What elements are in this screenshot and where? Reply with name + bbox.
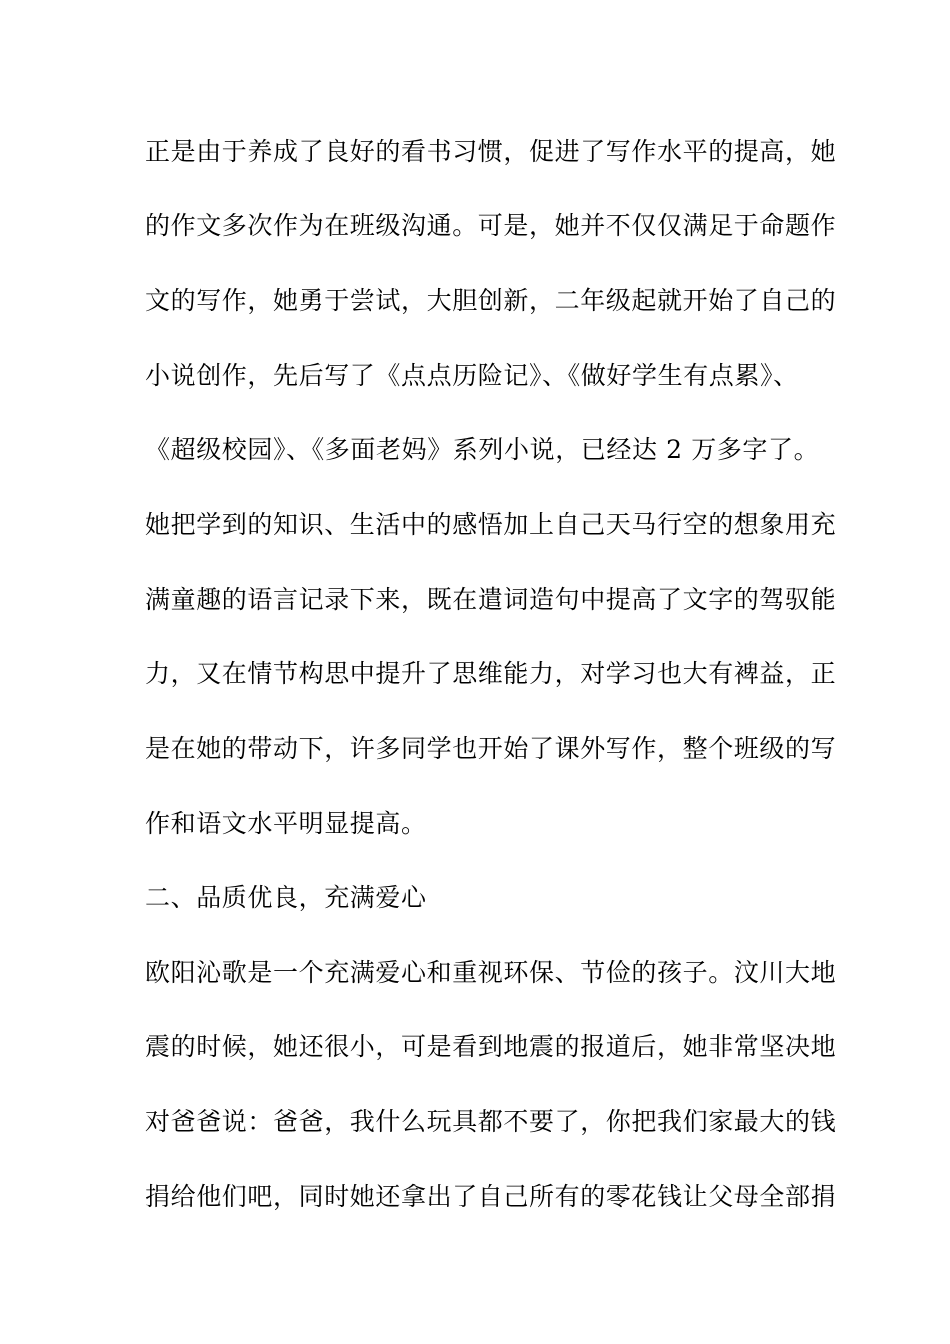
paragraph-line: 对爸爸说：爸爸，我什么玩具都不要了，你把我们家最大的钱 (145, 1107, 837, 1136)
paragraph-line: 《超级校园》、《多面老妈》系列小说，已经达 2 万多字了。 (145, 435, 820, 464)
paragraph-line: 捐给他们吧，同时她还拿出了自己所有的零花钱让父母全部捐 (145, 1182, 837, 1211)
paragraph-line: 文的写作，她勇于尝试，大胆创新，二年级起就开始了自己的 (145, 286, 837, 315)
paragraph-line: 是在她的带动下，许多同学也开始了课外写作，整个班级的写 (145, 734, 837, 763)
paragraph-line: 满童趣的语言记录下来，既在遣词造句中提高了文字的驾驭能 (145, 585, 837, 614)
section-heading: 二、品质优良，充满爱心 (145, 883, 427, 912)
paragraph-line: 她把学到的知识、生活中的感悟加上自己天马行空的想象用充 (145, 510, 837, 539)
paragraph-line: 的作文多次作为在班级沟通。可是，她并不仅仅满足于命题作 (145, 211, 837, 240)
paragraph-line: 震的时候，她还很小，可是看到地震的报道后，她非常坚决地 (145, 1032, 837, 1061)
paragraph-line: 小说创作，先后写了《点点历险记》、《做好学生有点累》、 (145, 361, 799, 390)
paragraph-line: 欧阳沁歌是一个充满爱心和重视环保、节俭的孩子。汶川大地 (145, 958, 837, 987)
paragraph-line: 力，又在情节构思中提升了思维能力，对学习也大有裨益，正 (145, 659, 837, 688)
paragraph-line: 作和语文水平明显提高。 (145, 809, 427, 838)
paragraph-line: 正是由于养成了良好的看书习惯，促进了写作水平的提高，她 (145, 137, 837, 166)
